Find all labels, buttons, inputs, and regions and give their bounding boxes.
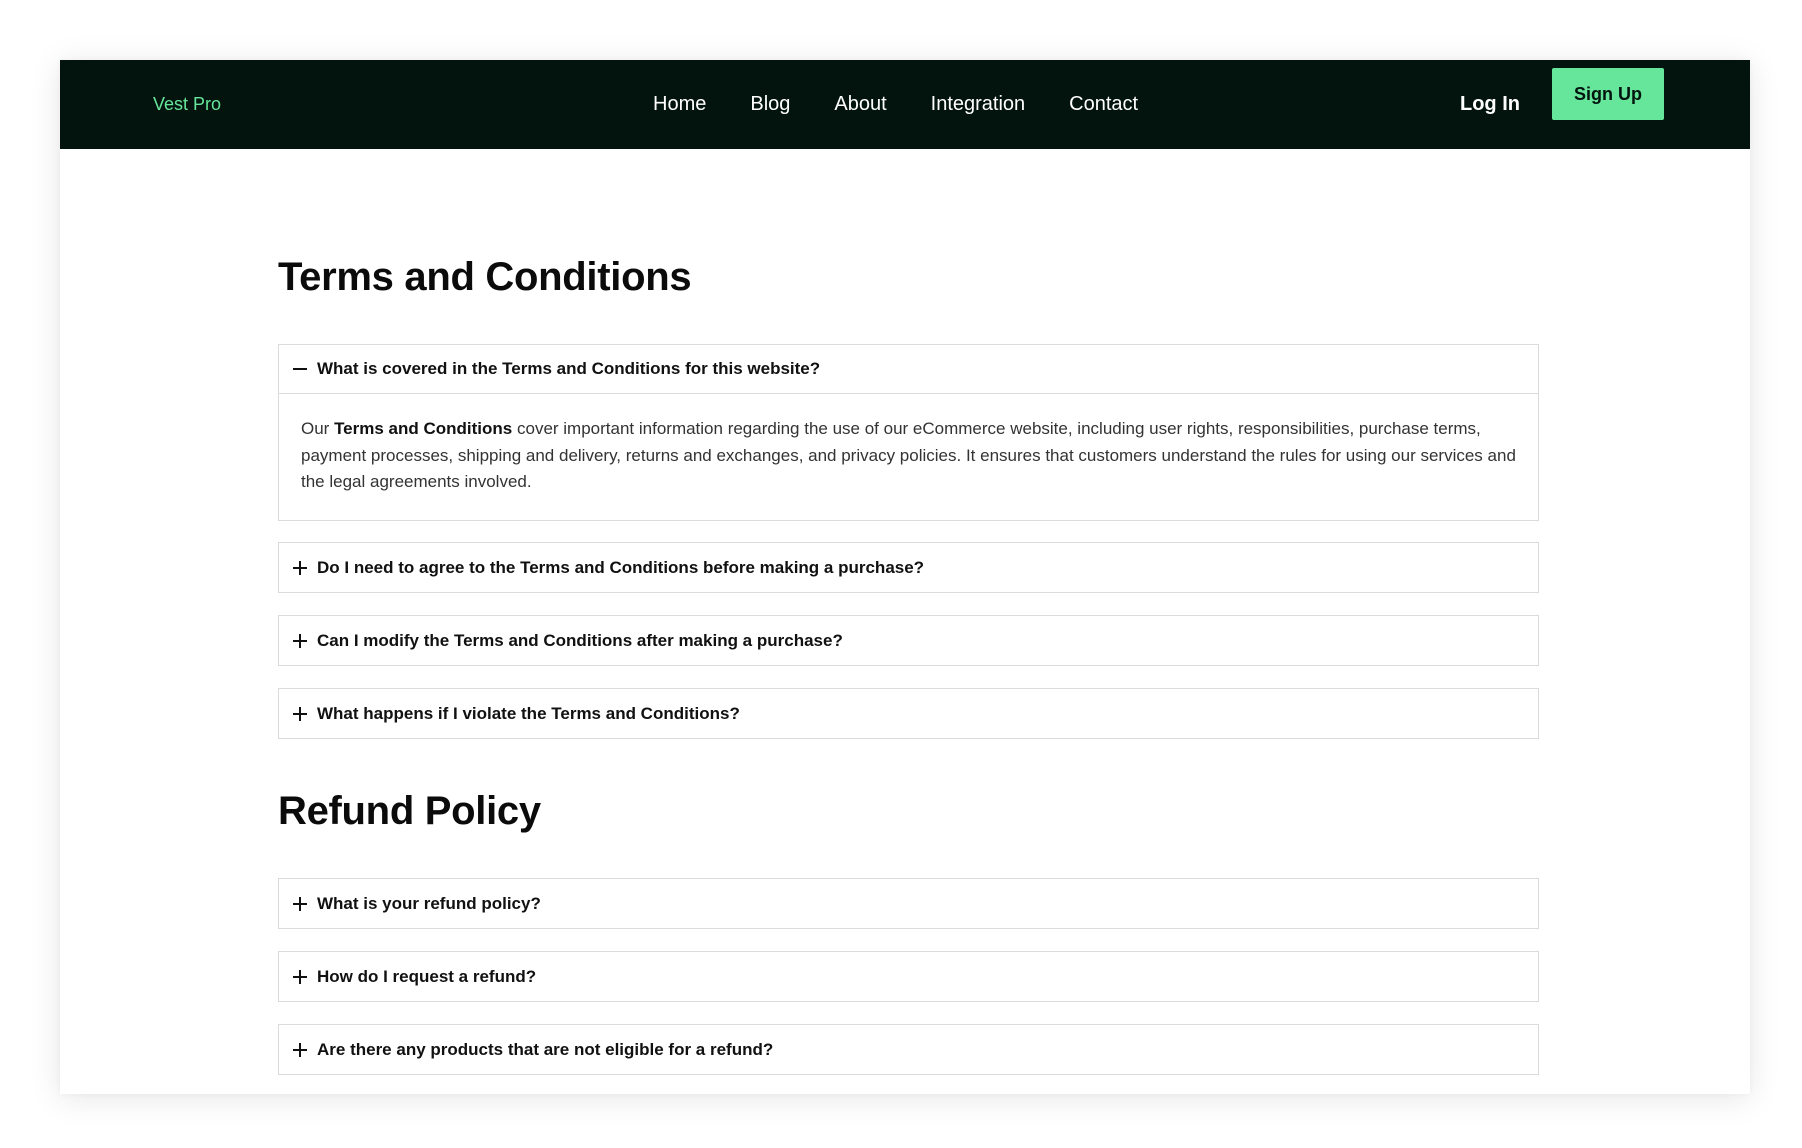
accordion-header[interactable] [279,879,1538,928]
plus-icon [291,1041,309,1059]
accordion-header[interactable] [279,345,1538,394]
terms-accordion-item-3 [278,615,1539,666]
answer-text-rest: cover important information regarding the use of our eCommerce website, including user rights, responsibilities, purchase terms, payment processes, shipping and delivery, returns and exchanges, and privacy policies. It ensures that customers understand the rules for using our services and the legal agreements involved. [301,419,1516,491]
signup-button[interactable]: Sign Up [1552,68,1664,120]
plus-icon [291,968,309,986]
accordion-question: How do I request a refund? [317,966,537,986]
terms-accordion-item-2 [278,542,1539,593]
nav-links [653,60,1138,149]
refund-accordion-item-1 [278,878,1539,929]
plus-icon [291,559,309,577]
refund-accordion-item-2 [278,951,1539,1002]
plus-icon [291,632,309,650]
accordion-header[interactable] [279,689,1538,738]
terms-accordion-item-1 [278,344,1539,521]
minus-icon [291,360,309,378]
login-link[interactable]: Log In [1460,93,1520,115]
nav-link-blog[interactable]: Blog [750,93,791,115]
accordion-question: Are there any products that are not eligible for a refund? [317,1039,774,1059]
accordion-question: What is your refund policy? [317,893,541,913]
nav-link-integration[interactable]: Integration [930,93,1026,115]
plus-icon [291,895,309,913]
terms-title: Terms and Conditions [278,255,692,299]
navbar [60,60,1750,149]
accordion-question: What happens if I violate the Terms and Conditions? [317,703,740,723]
accordion-header[interactable] [279,952,1538,1001]
terms-accordion-item-4 [278,688,1539,739]
refund-accordion-item-3 [278,1024,1539,1075]
brand-logo[interactable]: Vest Pro [153,94,222,114]
answer-text-prefix: Our [301,419,335,438]
accordion-question: Do I need to agree to the Terms and Conditions before making a purchase? [317,557,925,577]
accordion-question: Can I modify the Terms and Conditions after making a purchase? [317,630,843,650]
nav-link-contact[interactable]: Contact [1069,93,1139,115]
accordion-answer [279,394,1538,520]
page-frame [60,60,1750,1094]
nav-link-home[interactable]: Home [653,93,707,115]
accordion-header[interactable] [279,543,1538,592]
nav-link-about[interactable]: About [834,93,887,115]
accordion-question: What is covered in the Terms and Conditions for this website? [317,359,821,378]
accordion-header[interactable] [279,616,1538,665]
accordion-header[interactable] [279,1025,1538,1074]
answer-text-strong: Terms and Conditions [334,419,513,438]
plus-icon [291,705,309,723]
refund-title: Refund Policy [278,789,541,833]
